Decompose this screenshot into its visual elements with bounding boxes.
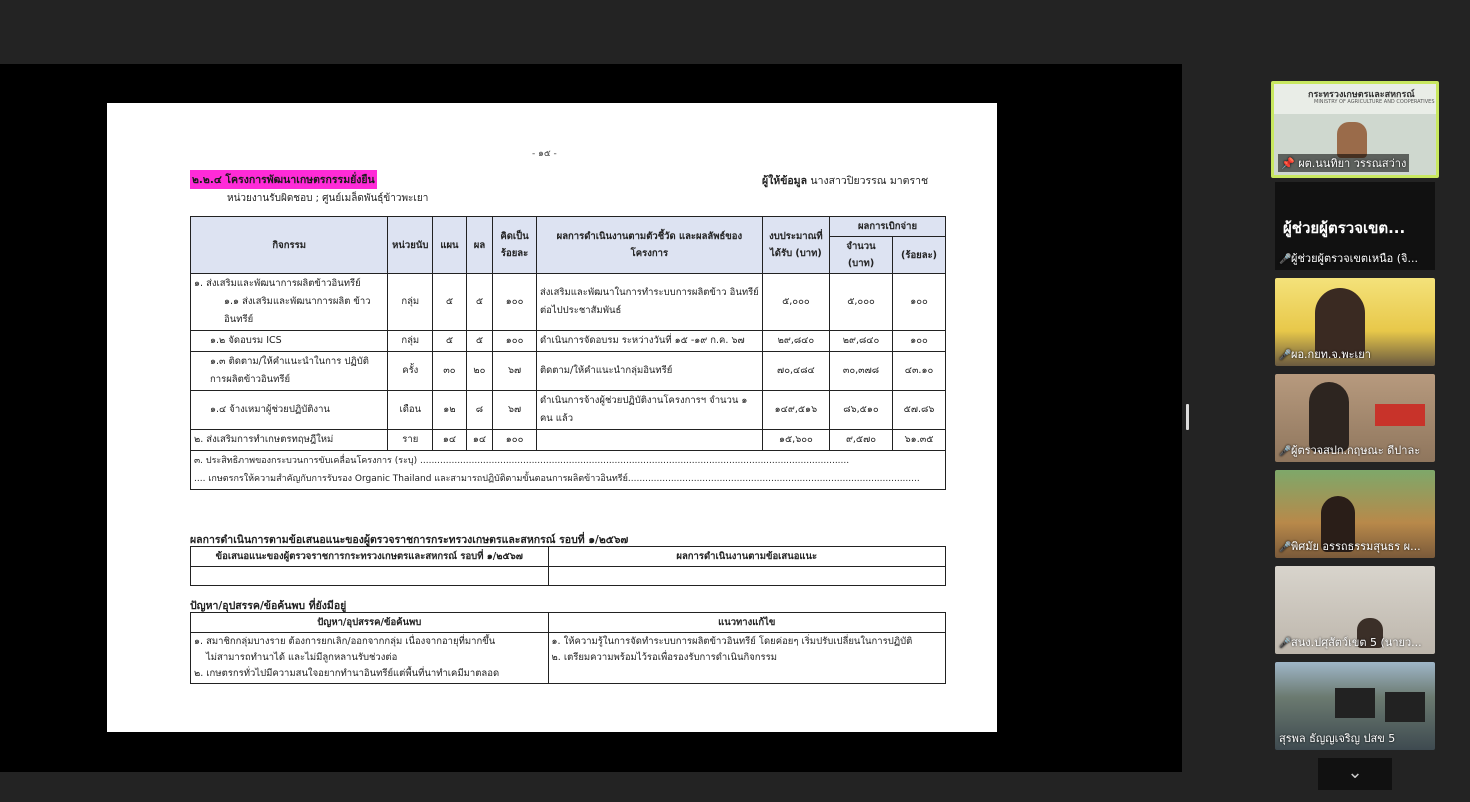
row-budget: ๑๕,๖๐๐	[762, 430, 829, 451]
row-outcome: ติดตาม/ให้คำแนะนำกลุ่มอินทรีย์	[536, 352, 762, 391]
shared-screen	[0, 64, 1182, 772]
row-unit: กลุ่ม	[388, 331, 433, 352]
row-plan: ๑๒	[433, 391, 467, 430]
table-row	[191, 430, 946, 451]
row-budget: ๑๔๙,๕๑๖	[762, 391, 829, 430]
row-amount: ๘๖,๕๑๐	[829, 391, 892, 430]
participant-name: 📌 ผต.นนทิยา วรรณสว่าง	[1278, 154, 1409, 172]
info-name: นางสาวปิยวรรณ มาตราช	[810, 175, 929, 187]
row-budget: ๗๐,๔๘๔	[762, 352, 829, 391]
participant-tile[interactable]	[1275, 182, 1435, 270]
participant-tile[interactable]	[1275, 566, 1435, 654]
header-budget: งบประมาณที่ได้รับ (บาท)	[762, 217, 829, 274]
problem-list	[191, 633, 549, 684]
responsible-unit: หน่วยงานรับผิดชอบ ; ศูนย์เมล็ดพันธุ์ข้าวพะเยา	[227, 193, 429, 204]
row-result: ๕	[466, 331, 492, 352]
info-label: ผู้ให้ข้อมูล	[762, 175, 808, 187]
solution-header: แนวทางแก้ไข	[548, 613, 945, 633]
header-result: ผล	[466, 217, 492, 274]
row-amount: ๒๙,๘๔๐	[829, 331, 892, 352]
efficiency-text: .... เกษตรกรให้ความสำคัญกับการรับรอง Organic Thailand และสามารถปฏิบัติตามขั้นตอนการผลิตข้าวอินทรีย์......................................................................................................	[194, 474, 920, 484]
row-outcome: ส่งเสริมและพัฒนาในการทำระบบการผลิตข้าว อินทรีย์ต่อไปประชาสัมพันธ์	[536, 274, 762, 331]
row-outcome	[536, 430, 762, 451]
row-result: ๑๔	[466, 430, 492, 451]
table-row	[191, 274, 946, 331]
header-plan: แผน	[433, 217, 467, 274]
banner	[1274, 84, 1436, 114]
participant-tile[interactable]	[1275, 374, 1435, 462]
row-disb: ๑๐๐	[893, 331, 946, 352]
header-unit: หน่วยนับ	[388, 217, 433, 274]
row-percent: ๖๗	[493, 352, 537, 391]
monitor	[1335, 688, 1375, 718]
solution-item: ๑. ให้ความรู้ในการจัดทำระบบการผลิตข้าวอินทรีย์ โดยค่อยๆ เริ่มปรับเปลี่ยนในการปฏิบัติ	[551, 636, 913, 647]
row-percent: ๑๐๐	[493, 331, 537, 352]
banner-text: กระทรวงเกษตรและสหกรณ์	[1308, 90, 1415, 100]
mic-muted-icon: 🎤	[1279, 542, 1292, 553]
efficiency-label: ๓. ประสิทธิภาพของกระบวนการขับเคลื่อนโครงการ (ระบุ) ......................................................................................................................................................	[194, 456, 850, 466]
row-amount: ๙,๕๗๐	[829, 430, 892, 451]
participant-figure	[1337, 122, 1367, 158]
problem-item: ๑. สมาชิกกลุ่มบางราย ต้องการยกเลิก/ออกจากกลุ่ม เนื่องจากอายุที่มากขึ้น	[194, 636, 496, 647]
row-result: ๕	[466, 274, 492, 331]
row-sub-activity: ๑.๔ จ้างเหมาผู้ช่วยปฏิบัติงาน	[210, 404, 330, 415]
row-activity: ๑. ส่งเสริมและพัฒนาการผลิตข้าวอินทรีย์	[194, 278, 361, 289]
row-amount: ๕,๐๐๐	[829, 274, 892, 331]
row-plan: ๕	[433, 331, 467, 352]
recommendation-title: ผลการดำเนินการตามข้อเสนอแนะของผู้ตรวจราชการกระทรวงเกษตรและสหกรณ์ รอบที่ ๑/๒๕๖๗	[190, 534, 629, 546]
participant-name: 🎤ผู้ช่วยผู้ตรวจเขตเหนือ (จิ...	[1279, 252, 1418, 265]
problem-title: ปัญหา/อุปสรรค/ข้อค้นพบ ที่ยังมีอยู่	[190, 600, 347, 612]
row-plan: ๓๐	[433, 352, 467, 391]
solution-item: ๒. เตรียมความพร้อมไว้รอเพื่อรองรับการดำเนินกิจกรรม	[551, 652, 777, 663]
row-unit: ราย	[388, 430, 433, 451]
header-percent: คิดเป็นร้อยละ	[493, 217, 537, 274]
pin-icon: 📌	[1281, 157, 1295, 170]
row-unit: กลุ่ม	[388, 274, 433, 331]
participant-name: 🎤สนง.ปศุสัตว์เขต 5 (นายว...	[1279, 636, 1422, 649]
problem-item: ๒. เกษตรกรทั่วไปมีความสนใจอยากทำนาอินทรีย์แต่พื้นที่นาทำเคมีมาตลอด	[194, 668, 500, 679]
solution-list	[548, 633, 945, 684]
mic-muted-icon: 🎤	[1279, 638, 1292, 649]
row-sub-activity: ๑.๓ ติดตาม/ให้คำแนะนำในการ ปฏิบัติการผลิตข้าวอินทรีย์	[210, 356, 369, 385]
row-unit: ครั้ง	[388, 352, 433, 391]
row-plan: ๕	[433, 274, 467, 331]
recommendation-table	[190, 546, 946, 586]
participant-tile[interactable]	[1275, 470, 1435, 558]
info-provider	[762, 172, 928, 189]
participant-tile[interactable]	[1275, 278, 1435, 366]
participant-tile-active[interactable]	[1271, 81, 1439, 178]
row-result: ๒๐	[466, 352, 492, 391]
rec-cell	[191, 567, 549, 586]
table-row	[191, 352, 946, 391]
row-disb: ๔๓.๑๐	[893, 352, 946, 391]
problem-table	[190, 612, 946, 684]
row-plan: ๑๔	[433, 430, 467, 451]
participant-tile[interactable]	[1275, 662, 1435, 750]
efficiency-row	[191, 451, 946, 490]
problem-header: ปัญหา/อุปสรรค/ข้อค้นพบ	[191, 613, 549, 633]
banner-sub: MINISTRY OF AGRICULTURE AND COOPERATIVES	[1314, 99, 1435, 105]
row-disb: ๑๐๐	[893, 274, 946, 331]
row-outcome: ดำเนินการจัดอบรม ระหว่างวันที่ ๑๕ -๑๙ ก.ค. ๖๗	[536, 331, 762, 352]
monitor	[1385, 692, 1425, 722]
row-percent: ๑๐๐	[493, 430, 537, 451]
mic-muted-icon: 🎤	[1279, 350, 1292, 361]
row-sub-activity: ๑.๒ จัดอบรม ICS	[210, 335, 282, 346]
header-outcome: ผลการดำเนินงานตามตัวชี้วัด และผลลัพธ์ของโครงการ	[536, 217, 762, 274]
participant-name: 🎤ผู้ตรวจสปก.กฤษณะ ดีปาละ	[1279, 444, 1421, 457]
row-amount: ๓๐,๓๗๘	[829, 352, 892, 391]
header-amount: จำนวน (บาท)	[829, 237, 892, 274]
header-disbursement: ผลการเบิกจ่าย	[829, 217, 945, 237]
mic-muted-icon: 🎤	[1279, 254, 1292, 265]
table-row	[191, 391, 946, 430]
participant-initial-name: ผู้ช่วยผู้ตรวจเขต...	[1283, 219, 1406, 237]
row-result: ๘	[466, 391, 492, 430]
row-percent: ๖๗	[493, 391, 537, 430]
row-sub-activity: ๑.๑ ส่งเสริมและพัฒนาการผลิต ข้าวอินทรีย์	[224, 296, 371, 325]
rec-cell	[548, 567, 945, 586]
row-outcome: ดำเนินการจ้างผู้ช่วยปฏิบัติงานโครงการฯ จำนวน ๑ คน แล้ว	[536, 391, 762, 430]
activity-table	[190, 216, 946, 490]
header-activity: กิจกรรม	[191, 217, 388, 274]
row-budget: ๕,๐๐๐	[762, 274, 829, 331]
row-disb: ๖๑.๓๕	[893, 430, 946, 451]
shared-document-page	[107, 103, 997, 732]
row-disb: ๕๗.๘๖	[893, 391, 946, 430]
row-percent: ๑๐๐	[493, 274, 537, 331]
panel-resize-handle[interactable]	[1186, 404, 1189, 430]
rec-header-2: ผลการดำเนินงานตามข้อเสนอแนะ	[548, 547, 945, 567]
rec-header-1: ข้อเสนอแนะของผู้ตรวจราชการกระทรวงเกษตรและสหกรณ์ รอบที่ ๑/๒๕๖๗	[191, 547, 549, 567]
chevron-down-icon[interactable]: ⌄	[1318, 758, 1392, 790]
problem-item: ไม่สามารถทำนาได้ และไม่มีลูกหลานรับช่วงต่อ	[206, 652, 398, 663]
project-title: ๒.๒.๔ โครงการพัฒนาเกษตรกรรมยั่งยืน	[190, 170, 377, 189]
mic-muted-icon: 🎤	[1279, 446, 1292, 457]
header-disb-percent: (ร้อยละ)	[893, 237, 946, 274]
page-number: - ๑๕ -	[532, 149, 557, 159]
participant-name: สุรพล ธัญญเจริญ ปสข 5	[1279, 732, 1396, 745]
wall-frame	[1375, 404, 1425, 426]
table-row	[191, 331, 946, 352]
row-unit: เดือน	[388, 391, 433, 430]
row-activity: ๒. ส่งเสริมการทำเกษตรทฤษฎีใหม่	[191, 430, 388, 451]
participant-name: 🎤พิศมัย อรรถธรรมสุนธร ผ...	[1279, 540, 1421, 553]
participant-name: 🎤ผอ.กยท.จ.พะเยา	[1279, 348, 1371, 361]
row-budget: ๒๙,๘๔๐	[762, 331, 829, 352]
